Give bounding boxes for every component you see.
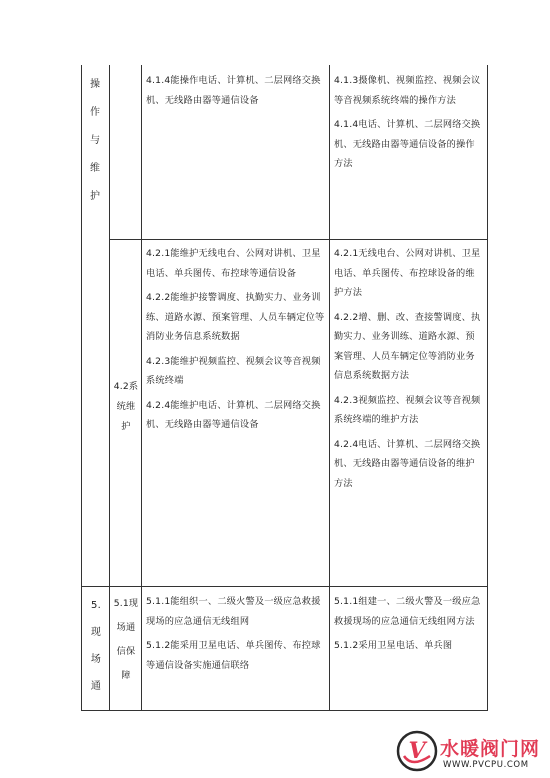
skill-5-1-1: 5.1.1能组织一、二级火警及一级应急救援现场的应急通信无线组网 (146, 596, 321, 627)
standard-table (81, 65, 488, 711)
knowledge-4-2-4: 4.2.4电话、计算机、二层网络交换机、无线路由器等通信设备的维护方法 (334, 438, 481, 489)
knowledge-5-1-2: 5.1.2采用卫星电话、单兵图 (334, 640, 453, 651)
knowledge-4-2-3: 4.2.3视频监控、视频会议等音视频系统终端的维护方法 (334, 394, 481, 425)
unit-4-2: 4.2系统维护 (113, 381, 139, 432)
watermark-brand: 水暖阀门网 (440, 738, 541, 760)
skill-4-2-2: 4.2.2能维护接警调度、执勤实力、业务训练、道路水源、预案管理、人员车辆定位等消防业务信息系统数据 (146, 292, 325, 342)
watermark-logo (396, 728, 548, 776)
skill-5-1-2: 5.1.2能采用卫星电话、单兵图传、布控球等通信设备实施通信联络 (146, 640, 321, 671)
category-operation-maintenance: 操 作 与 维 护 (90, 79, 100, 202)
knowledge-cell-4-2 (334, 244, 484, 498)
knowledge-4-1-4: 4.1.4电话、计算机、二层网络交换机、无线路由器等通信设备的操作方法 (334, 119, 481, 169)
knowledge-4-2-2: 4.2.2增、删、改、查接警调度、执勤实力、业务训练、道路水源、预案管理、人员车辆定位等消防业务信息系统数据方法 (334, 311, 481, 381)
valve-logo-icon (396, 730, 438, 772)
knowledge-4-2-1: 4.2.1无线电台、公网对讲机、卫星电话、单兵图传、布控球设备的维护方法 (334, 248, 481, 298)
skill-cell-4-1 (146, 71, 326, 115)
knowledge-cell-5-1 (334, 592, 484, 661)
watermark-url: WWW.PVCPU.COM (443, 760, 529, 770)
knowledge-4-1-3: 4.1.3摄像机、视频监控、视频会议等音视频系统终端的操作方法 (334, 75, 481, 106)
skill-4-2-4: 4.2.4能维护电话、计算机、二层网络交换机、无线路由器等通信设备 (146, 399, 321, 430)
skill-cell-5-1 (146, 592, 326, 680)
unit-5-1: 5.1现场通信保障 (113, 598, 139, 681)
skill-4-2-1: 4.2.1能维护无线电台、公网对讲机、卫星电话、单兵图传、布控球等通信设备 (146, 248, 321, 279)
skill-4-1-4: 4.1.4能操作电话、计算机、二层网络交换机、无线路由器等通信设备 (146, 75, 321, 106)
knowledge-cell-4-1 (334, 71, 484, 179)
knowledge-5-1-1: 5.1.1组建一、二级火警及一级应急救援现场的应急通信无线组网方法 (334, 596, 481, 627)
category-field-communication: 5.现场通 (90, 600, 102, 692)
skill-cell-4-2 (146, 244, 326, 440)
skill-4-2-3: 4.2.3能维护视频监控、视频会议等音视频系统终端 (146, 355, 321, 386)
svg-text:V: V (408, 738, 426, 764)
